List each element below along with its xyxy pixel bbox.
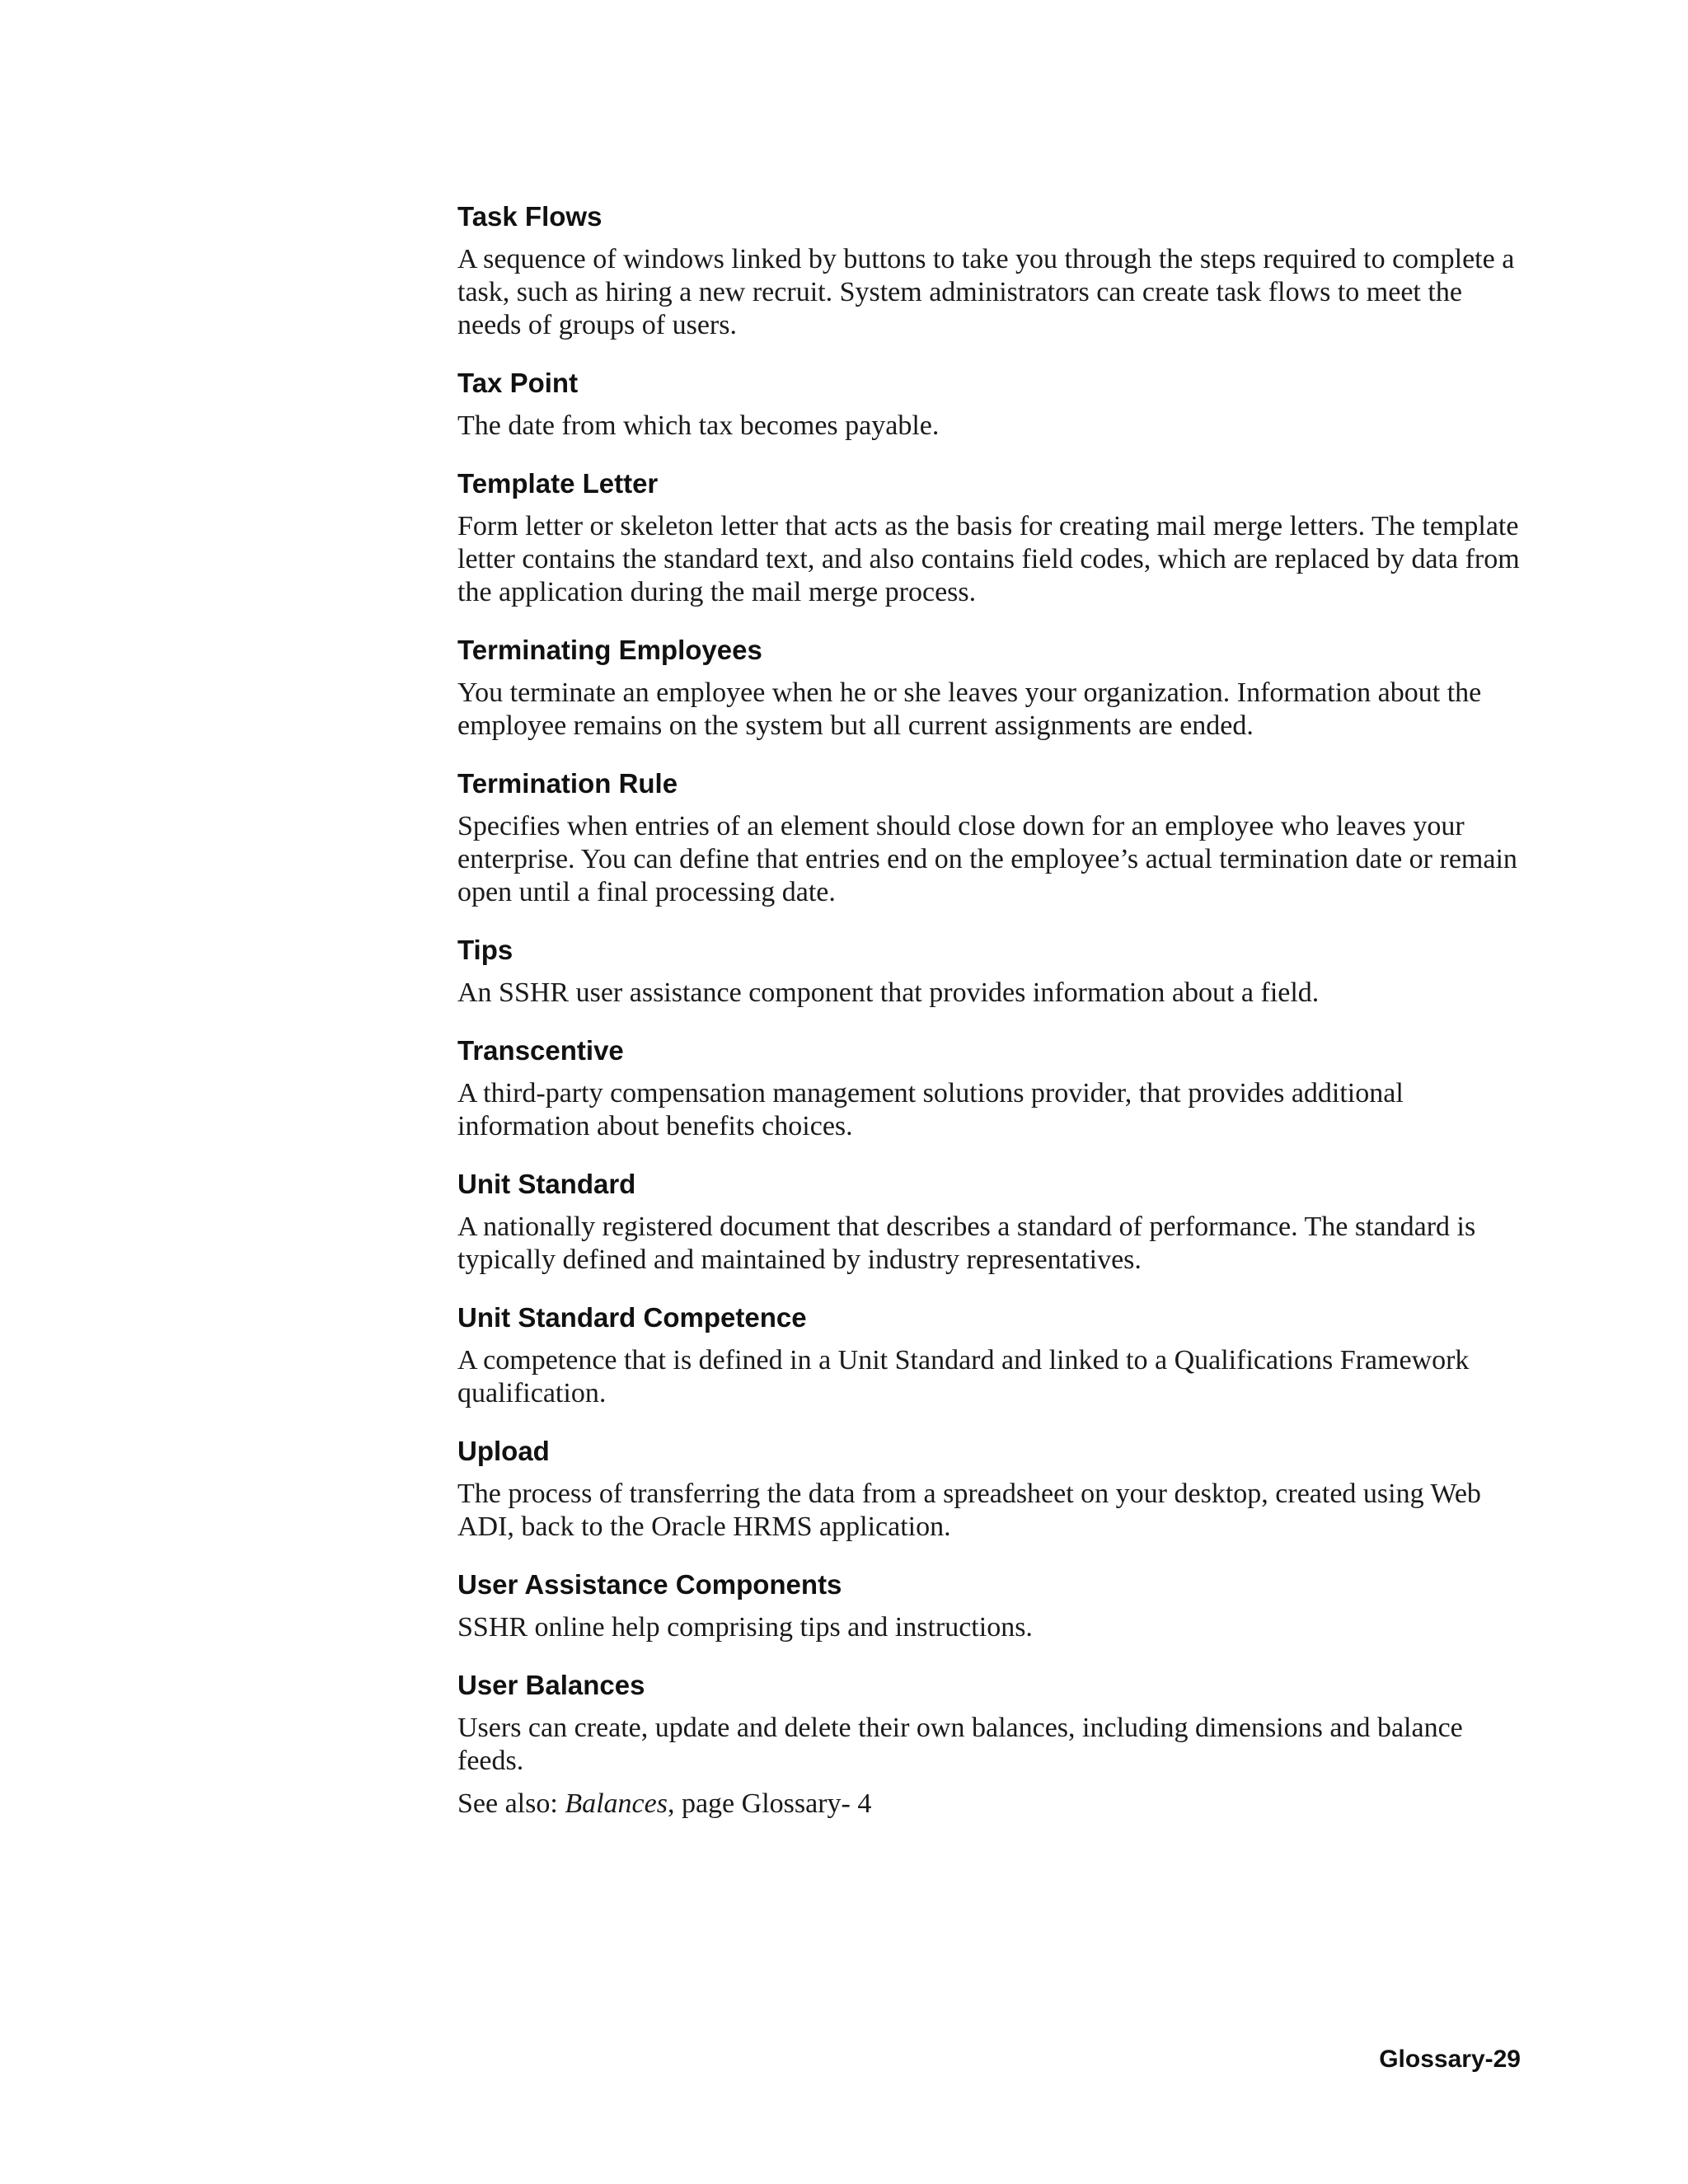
term-heading: Template Letter <box>457 468 659 499</box>
see-also-page: , page Glossary- 4 <box>667 1788 872 1819</box>
glossary-entry-user-balances <box>457 1669 1529 1821</box>
term-heading: Tax Point <box>457 368 579 398</box>
glossary-entry-unit-standard <box>457 1168 1529 1277</box>
term-definition: An SSHR user assistance component that provides information about a field. <box>457 977 1320 1008</box>
term-definition: A competence that is defined in a Unit Standard and linked to a Qualifications Framework qualification. <box>457 1345 1470 1408</box>
term-definition: A sequence of windows linked by buttons to take you through the steps required to complete a task, such as hiring a new recruit. System administrators can create task flows to meet the needs of groups of users. <box>457 244 1515 340</box>
glossary-entry-termination-rule <box>457 767 1529 909</box>
glossary-entry-tips <box>457 934 1529 1010</box>
glossary-entry-unit-standard-competence <box>457 1301 1529 1410</box>
see-also-reference <box>457 1788 1529 1821</box>
glossary-entry-template-letter <box>457 467 1529 609</box>
term-heading: Unit Standard <box>457 1169 636 1199</box>
term-heading: User Assistance Components <box>457 1569 842 1600</box>
term-heading: Transcentive <box>457 1035 624 1066</box>
term-heading: Unit Standard Competence <box>457 1302 807 1333</box>
term-definition: Specifies when entries of an element should close down for an employee who leaves your enterprise. You can define that entries end on the employee’s actual termination date or remain open until a final processing date. <box>457 811 1517 907</box>
term-heading: Termination Rule <box>457 768 678 799</box>
term-heading: Task Flows <box>457 201 603 232</box>
glossary-entry-upload <box>457 1435 1529 1544</box>
term-definition: A nationally registered document that describes a standard of performance. The standard is typically defined and maintained by industry representatives. <box>457 1212 1476 1275</box>
glossary-entry-task-flows <box>457 200 1529 342</box>
term-heading: User Balances <box>457 1670 645 1700</box>
glossary-entry-terminating-employees <box>457 634 1529 743</box>
page-number: Glossary-29 <box>1379 2046 1521 2073</box>
term-definition: A third-party compensation management solutions provider, that provides additional information about benefits choices. <box>457 1078 1404 1141</box>
see-also-prefix: See also: <box>457 1788 565 1819</box>
term-definition: SSHR online help comprising tips and instructions. <box>457 1612 1033 1643</box>
term-definition: You terminate an employee when he or she leaves your organization. Information about the employee remains on the system but all current assignments are ended. <box>457 677 1482 741</box>
term-heading: Upload <box>457 1436 550 1466</box>
term-definition: Form letter or skeleton letter that acts as the basis for creating mail merge letters. The template letter contains the standard text, and also contains field codes, which are replaced by data from the application during the mail merge process. <box>457 511 1520 607</box>
see-also-link[interactable]: Balances <box>565 1788 668 1819</box>
glossary-entry-tax-point <box>457 367 1529 443</box>
term-heading: Terminating Employees <box>457 635 762 665</box>
term-heading: Tips <box>457 935 513 965</box>
glossary-list <box>457 200 1529 1821</box>
glossary-entry-transcentive <box>457 1034 1529 1143</box>
term-definition: Users can create, update and delete their own balances, including dimensions and balance feeds. <box>457 1713 1463 1776</box>
glossary-entry-user-assistance-components <box>457 1568 1529 1644</box>
term-definition: The process of transferring the data from a spreadsheet on your desktop, created using Web ADI, back to the Oracle HRMS application. <box>457 1479 1481 1542</box>
term-definition: The date from which tax becomes payable. <box>457 410 940 441</box>
